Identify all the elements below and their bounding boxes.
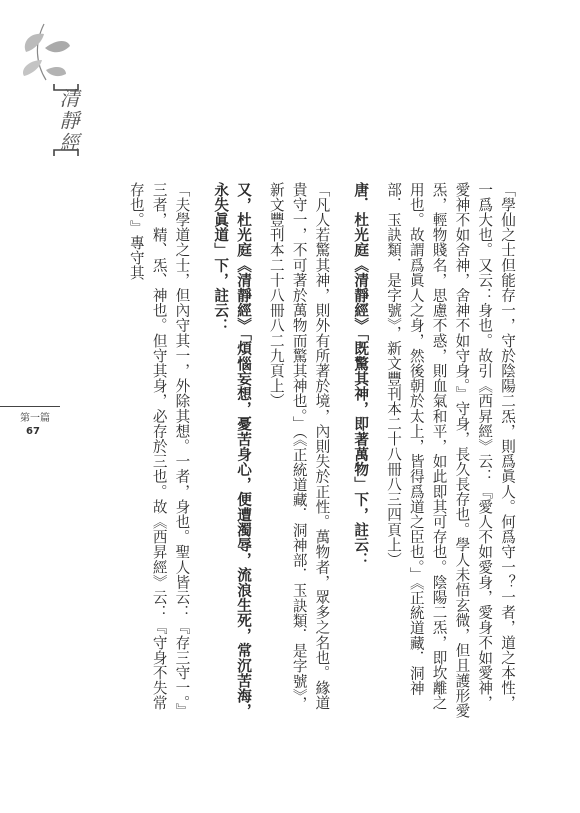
section-label: 第一篇 [20, 413, 50, 424]
page-rule [0, 406, 60, 407]
heading-3-quote: 煩惱妄想，憂苦身心，便遭濁辱，流浪生死，常沉苦海，永失眞道 [212, 182, 253, 719]
heading-2-prefix: 唐．杜光庭《清靜經》「 [352, 182, 370, 341]
heading-2 [348, 182, 371, 722]
logo-title: 清靜經 [56, 88, 80, 154]
heading-2-suffix: 」下，註云： [352, 476, 370, 568]
page-number: 67 [26, 426, 40, 437]
book-logo [14, 14, 84, 164]
paragraph-1: 「學仙之士但能存一，守於陰陽二炁，則爲眞人。何爲守一？一者，道之本性，一爲大也。又云：身也。故引《西昇經》云：『愛人不如愛身，愛身不如愛神，愛神不如舍神，舍神不如守身。』守身，長久長存也。學人未悟玄微，但且護形愛炁，輕物賤名，思慮不惑，則血氣和平，如此即其可存也。陰陽二炁，即坎離之用也。故謂爲眞人之身，然後朝於太上，皆得爲道之臣也。」《正統道藏．洞神部．玉訣類．是字號》，新文豐刊本二十八冊八三四頁上） [385, 182, 516, 719]
heading-3 [208, 182, 254, 722]
heading-3-suffix: 」下，註云： [212, 242, 230, 334]
page-footer [20, 412, 70, 438]
paragraph-2: 「凡人若驚其神，則外有所著於境，內則失於正性。萬物者，眾多之名也。緣道貴守一，不可著於萬物而驚其神也。」（《正統道藏．洞神部．玉訣類．是字號》，新文豐刊本二十八冊八二九頁上） [267, 182, 331, 712]
heading-3-prefix: 又，杜光庭《清靜經》「 [235, 182, 253, 341]
heading-2-quote: 既驚其神，即著萬物 [352, 340, 370, 477]
paragraph-3: 「夫學道之士，但內守其一，外除其想。一者，身也。聖人皆云：『存三守一。』三者，精、炁、神也。但守其身，必存於三也。故《西昇經》云：『守身不失常存也。』專守其 [127, 182, 191, 719]
vertical-text-body [114, 182, 518, 722]
